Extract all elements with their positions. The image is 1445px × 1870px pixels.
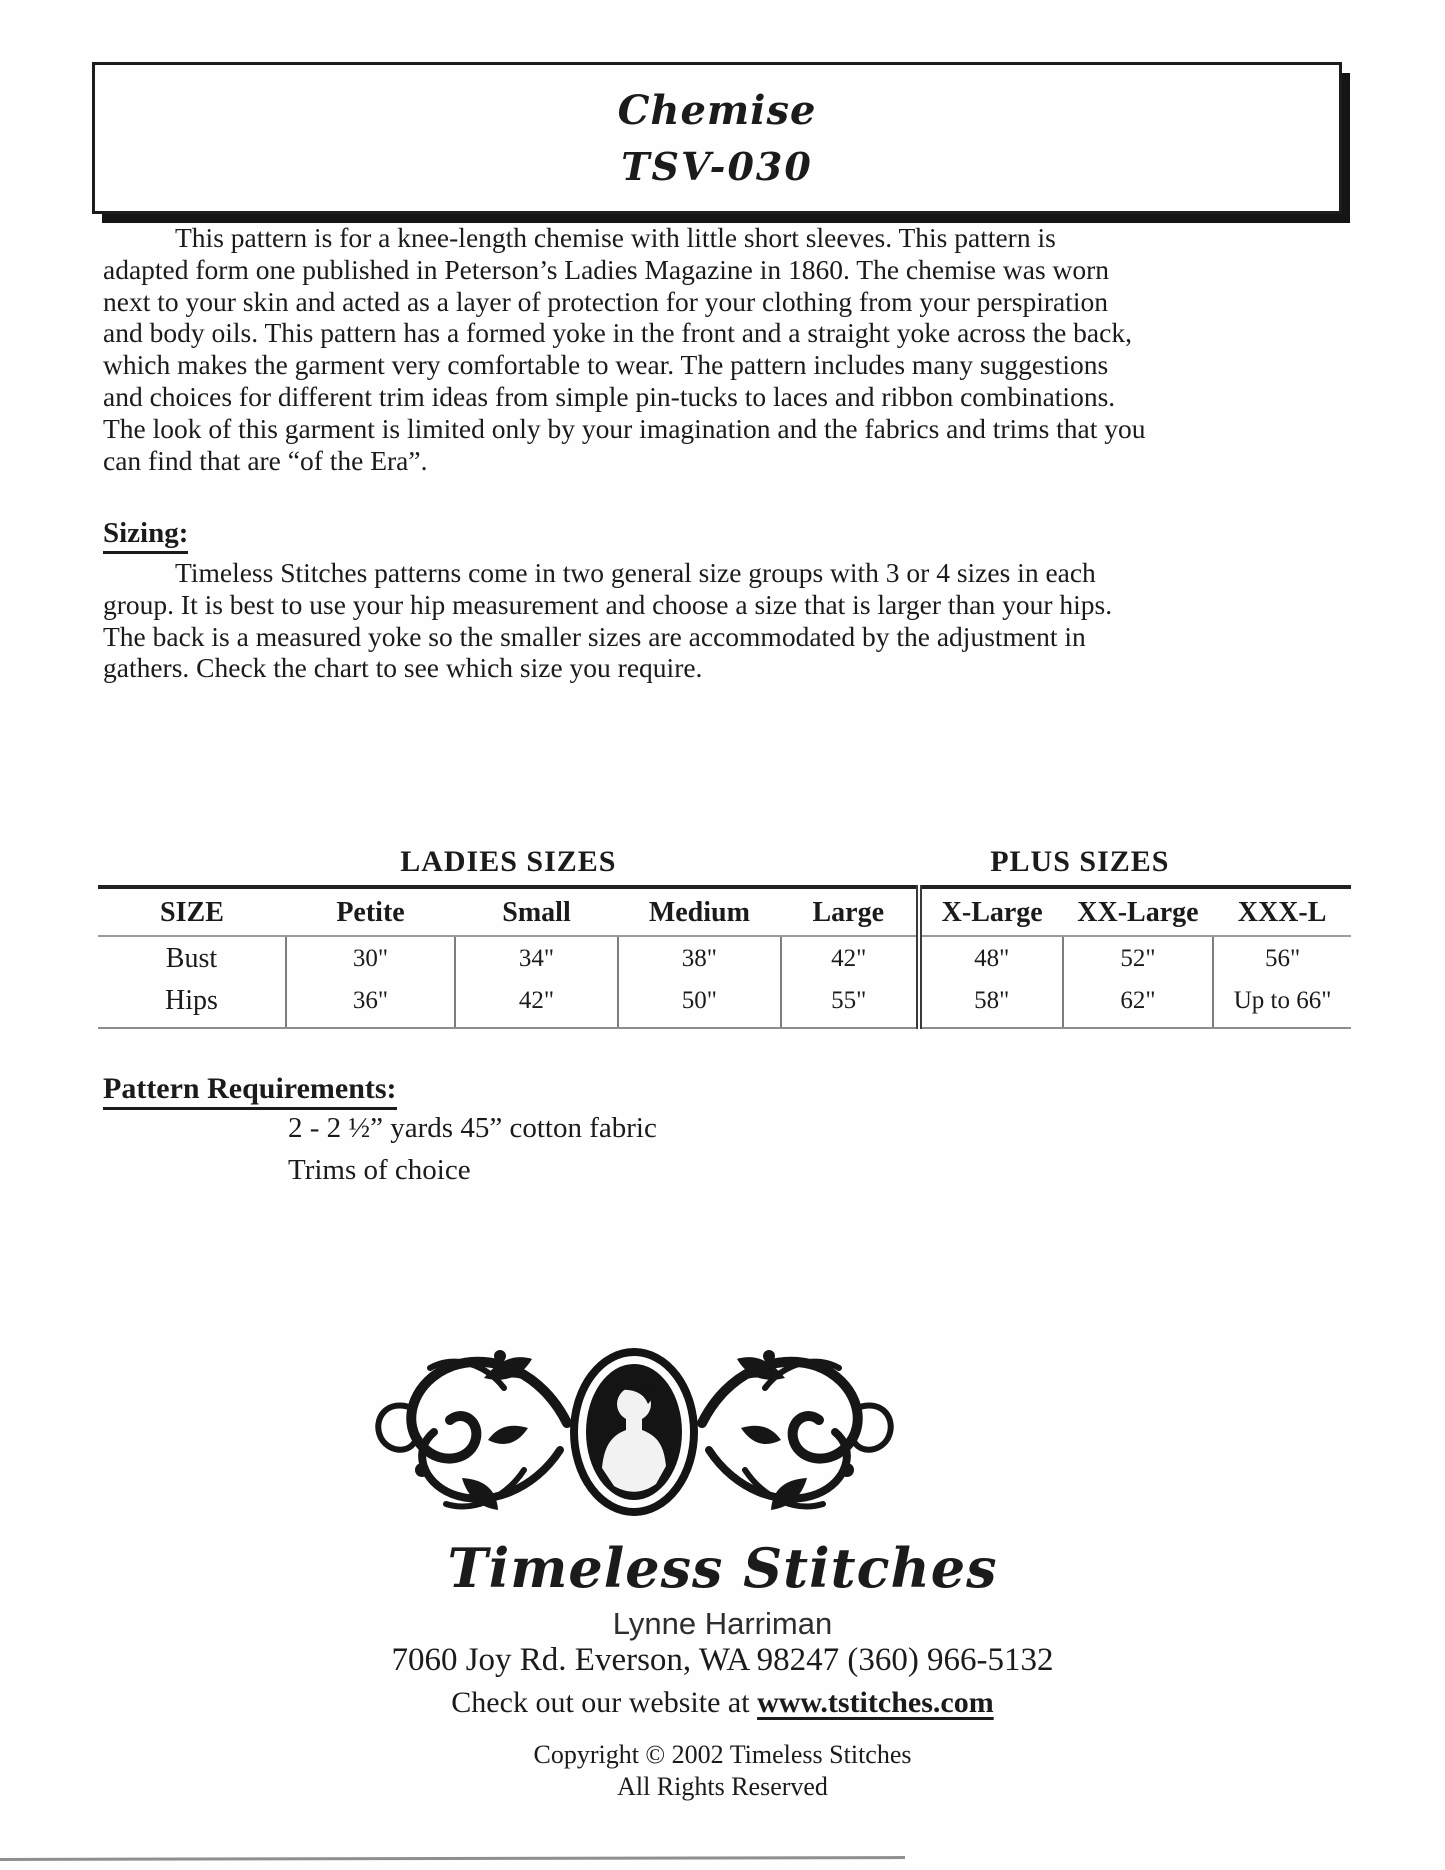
col-header-small: Small bbox=[455, 887, 618, 936]
sizing-paragraph: Timeless Stitches patterns come in two general size groups with 3 or 4 sizes in each group. It is best to use your hip measurement and choose a size that is larger than your hips. The back is a measured yoke so the smaller sizes are accommodated by the adjustment in gathers. Check the chart to see which size you require. bbox=[103, 557, 1113, 684]
bust-xxlarge: 52" bbox=[1063, 936, 1213, 979]
bust-medium: 38" bbox=[618, 936, 781, 979]
col-header-xlarge: X-Large bbox=[919, 887, 1063, 936]
size-chart-table bbox=[98, 845, 1351, 1029]
col-header-xxxl: XXX-L bbox=[1213, 887, 1351, 936]
copyright-line: Copyright © 2002 Timeless Stitches bbox=[533, 1740, 912, 1769]
contact-name: Lynne Harriman bbox=[612, 1606, 833, 1641]
brand-name: Timeless Stitches bbox=[447, 1536, 998, 1600]
col-header-xxlarge: XX-Large bbox=[1063, 887, 1213, 936]
requirement-item-trims: Trims of choice bbox=[288, 1154, 471, 1186]
contact-address: 7060 Joy Rd. Everson, WA 98247 (360) 966-5132 bbox=[391, 1642, 1054, 1678]
hips-large: 55" bbox=[781, 979, 919, 1028]
size-group-header-row bbox=[98, 845, 1351, 887]
hips-small: 42" bbox=[455, 979, 618, 1028]
col-header-large: Large bbox=[781, 887, 919, 936]
hips-xxlarge: 62" bbox=[1063, 979, 1213, 1028]
website-link[interactable]: www.tstitches.com bbox=[757, 1686, 994, 1719]
hips-xlarge: 58" bbox=[919, 979, 1063, 1028]
pattern-code: TSV-030 bbox=[621, 144, 813, 189]
bust-xxxl: 56" bbox=[1213, 936, 1351, 979]
rights-line: All Rights Reserved bbox=[617, 1772, 828, 1801]
bust-xlarge: 48" bbox=[919, 936, 1063, 979]
table-row-hips bbox=[98, 979, 1351, 1028]
sizing-heading: Sizing: bbox=[103, 517, 188, 554]
scan-artifact-line bbox=[0, 1856, 905, 1861]
pattern-title: Chemise bbox=[617, 87, 817, 134]
row-label-bust: Bust bbox=[165, 943, 218, 974]
website-line bbox=[0, 1686, 1445, 1720]
row-label-hips: Hips bbox=[98, 979, 286, 1028]
requirement-item-fabric: 2 - 2 ½” yards 45” cotton fabric bbox=[288, 1112, 657, 1144]
requirements-heading: Pattern Requirements: bbox=[103, 1072, 397, 1110]
cameo-ornament-logo-icon bbox=[352, 1328, 917, 1536]
hips-petite: 36" bbox=[286, 979, 455, 1028]
bust-small: 34" bbox=[455, 936, 618, 979]
hips-medium: 50" bbox=[618, 979, 781, 1028]
intro-paragraph: This pattern is for a knee-length chemise with little short sleeves. This pattern is adapted form one published in Peterson’s Ladies Magazine in 1860. The chemise was worn next to your skin and acted as a layer of protection for your clothing from your perspiration and body oils. This pattern has a formed yoke in the front and a straight yoke across the back, which makes the garment very comfortable to wear. The pattern includes many suggestions and choices for different trim ideas from simple pin-tucks to laces and ribbon combinations. The look of this garment is limited only by your imagination and the fabrics and trims that you can find that are “of the Era”. bbox=[103, 222, 1146, 476]
table-row-bust bbox=[98, 936, 1351, 979]
bust-large: 42" bbox=[781, 936, 919, 979]
col-header-size: SIZE bbox=[98, 887, 286, 936]
website-prefix: Check out our website at bbox=[451, 1686, 758, 1719]
bust-petite: 30" bbox=[286, 936, 455, 979]
group-header-plus: PLUS SIZES bbox=[919, 845, 1351, 887]
group-header-ladies: LADIES SIZES bbox=[98, 845, 919, 887]
size-column-header-row bbox=[98, 887, 1351, 936]
col-header-petite: Petite bbox=[286, 887, 455, 936]
hips-xxxl: Up to 66" bbox=[1213, 979, 1351, 1028]
title-box bbox=[92, 62, 1342, 214]
col-header-medium: Medium bbox=[618, 887, 781, 936]
